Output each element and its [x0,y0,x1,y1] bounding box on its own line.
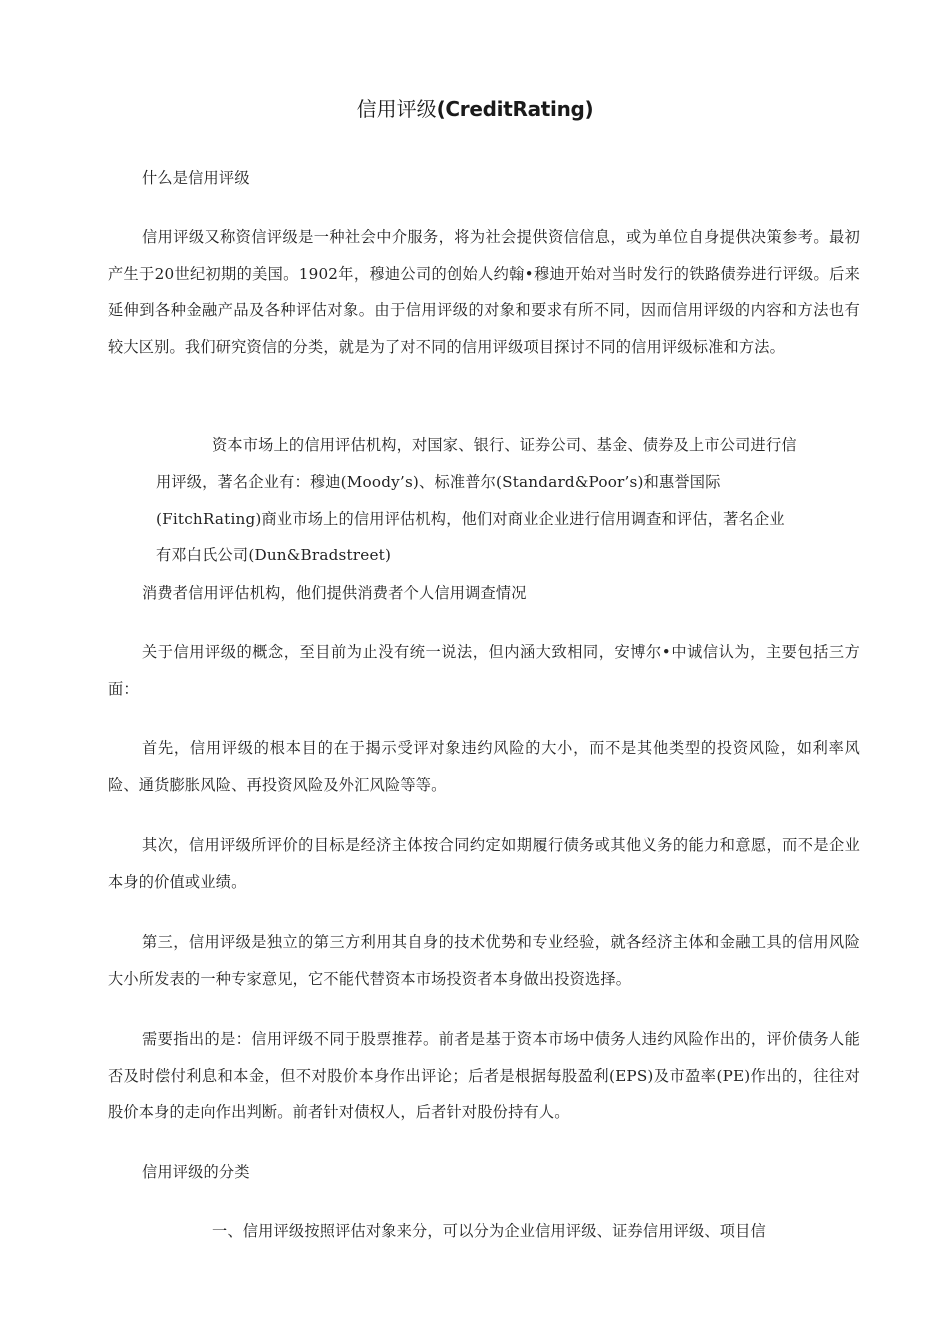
paragraph-second: 其次，信用评级所评价的目标是经济主体按合同约定如期履行债务或其他义务的能力和意愿，而不是企业本身的价值或业绩。 [108,836,860,891]
paragraph-third: 第三，信用评级是独立的第三方利用其自身的技术优势和专业经验，就各经济主体和金融工具的信用风险大小所发表的一种专家意见，它不能代替资本市场投资者本身做出投资选择。 [108,933,860,988]
title-english: (CreditRating) [436,97,594,121]
paragraph-note: 需要指出的是：信用评级不同于股票推荐。前者是基于资本市场中债务人违约风险作出的，评价债务人能否及时偿付利息和本金，但不对股价本身作出评论；后者是根据每股盈利(EPS)及市盈率(PE)作出的，往往对股价本身的走向作出判断。前者针对债权人，后者针对股份持有人。 [108,1030,860,1121]
agencies-line-2: 用评级，著名企业有：穆迪(Moody’s)、标准普尔(Standard&Poor’s)和惠誉国际 [156,473,721,491]
consumer-agencies-line: 消费者信用评估机构，他们提供消费者个人信用调查情况 [142,584,527,602]
agencies-line-4: 有邓白氏公司(Dun&Bradstreet) [156,546,392,564]
title-chinese: 信用评级 [356,97,437,121]
heading-classification: 信用评级的分类 [142,1163,250,1181]
paragraph-intro: 信用评级又称资信评级是一种社会中介服务，将为社会提供资信信息，或为单位自身提供决策参考。最初产生于20世纪初期的美国。1902年，穆迪公司的创始人约翰•穆迪开始对当时发行的铁路债券进行评级。后来延伸到各种金融产品及各种评估对象。由于信用评级的对象和要求有所不同，因而信用评级的内容和方法也有较大区别。我们研究资信的分类，就是为了对不同的信用评级项目探讨不同的信用评级标准和方法。 [108,228,860,356]
heading-what-is: 什么是信用评级 [142,169,250,187]
agencies-line-1: 资本市场上的信用评估机构，对国家、银行、证券公司、基金、债券及上市公司进行信 [212,436,797,454]
paragraph-concept: 关于信用评级的概念，至目前为止没有统一说法，但内涵大致相同，安博尔•中诚信认为，主要包括三方面： [108,643,860,698]
paragraph-first: 首先，信用评级的根本目的在于揭示受评对象违约风险的大小，而不是其他类型的投资风险，如利率风险、通货膨胀风险、再投资风险及外汇风险等等。 [108,739,860,794]
classification-line-1: 一、信用评级按照评估对象来分，可以分为企业信用评级、证券信用评级、项目信 [212,1222,766,1240]
document-title [0,94,950,124]
agencies-line-3: (FitchRating)商业市场上的信用评估机构，他们对商业企业进行信用调查和评估，著名企业 [156,510,785,528]
